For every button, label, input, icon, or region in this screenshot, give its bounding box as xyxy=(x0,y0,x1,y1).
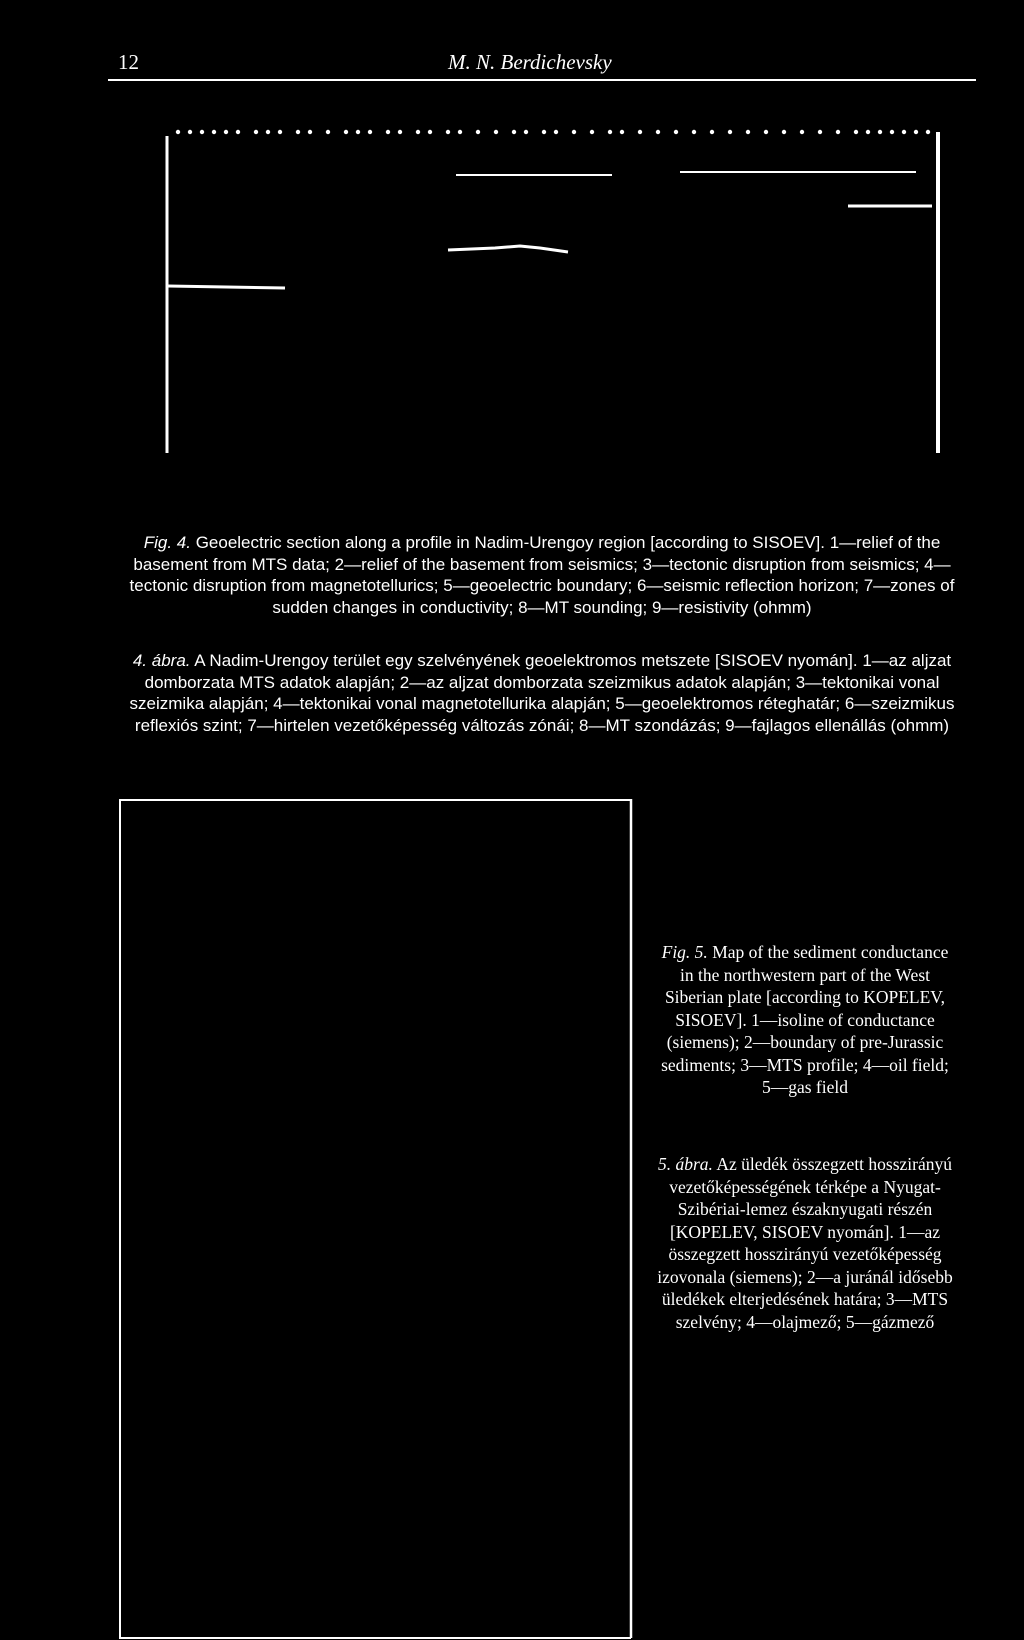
figure-4-dotted-top-border xyxy=(176,130,930,134)
header-rule xyxy=(108,79,976,81)
figure-4-geoelectric-section xyxy=(160,118,950,463)
page-number: 12 xyxy=(118,50,139,74)
figure-5-caption-en xyxy=(660,941,950,1099)
figure-5-caption-en-label: Fig. 5. xyxy=(661,942,708,962)
running-head: M. N. Berdichevsky xyxy=(448,50,612,74)
figure-4-caption-hu-text: A Nadim-Urengoy terület egy szelvényének geoelektromos metszete [SISOEV nyomán]. 1—az aljzat domborzata MTS adatok alapján; 2—az aljzat domborzata szeizmikus adatok alapján; 3—tektonikai vonal szeizmika alapján; 4—tektonikai vonal magnetotellurika alapján; 5—geoelektromos réteghatár; 6—szeizmikus reflexiós szint; 7—hirtelen vezetőképesség változás zónái; 8—MT szondázás; 9—fajlagos ellenállás (ohmm) xyxy=(129,651,955,735)
page-header xyxy=(108,44,976,84)
figure-4-horizon-5 xyxy=(168,286,285,288)
figure-4-caption-en-label: Fig. 4. xyxy=(143,533,191,552)
figure-5-conductance-map xyxy=(115,795,640,1640)
figure-4-caption-en-text: Geoelectric section along a profile in Nadim-Urengoy region [according to SISOEV]. 1—relief of the basement from MTS data; 2—relief of the basement from seismics; 3—tectonic disruption from seismics; 4—tectonic disruption from magnetotellurics; 5—geoelectric boundary; 6—seismic reflection horizon; 7—zones of sudden changes in conductivity; 8—MT sounding; 9—resistivity (ohmm) xyxy=(129,533,955,617)
figure-5-caption-hu xyxy=(650,1153,960,1333)
figure-4-caption-hu-label: 4. ábra. xyxy=(132,651,191,670)
figure-4-caption-hu xyxy=(108,650,976,736)
figure-4-horizon-4 xyxy=(448,246,568,252)
figure-5-caption-en-text: Map of the sediment conductance in the northwestern part of the West Siberian plate [according to KOPELEV, SISOEV]. 1—isoline of conductance (siemens); 2—boundary of pre-Jurassic sediments; 3—MTS profile; 4—oil field; 5—gas field xyxy=(661,942,949,1097)
figure-5-caption-hu-text: Az üledék összegzett hosszirányú vezetőképességének térképe a Nyugat-Szibériai-lemez északnyugati részén [KOPELEV, SISOEV nyomán]. 1—az összegzett hosszirányú vezetőképesség izovonala (siemens); 2—a juránál idősebb üledékek elterjedésének határa; 3—MTS szelvény; 4—olajmező; 5—gázmező xyxy=(657,1154,953,1332)
figure-4-caption-en xyxy=(108,532,976,618)
figure-5-caption-hu-label: 5. ábra. xyxy=(657,1154,713,1174)
